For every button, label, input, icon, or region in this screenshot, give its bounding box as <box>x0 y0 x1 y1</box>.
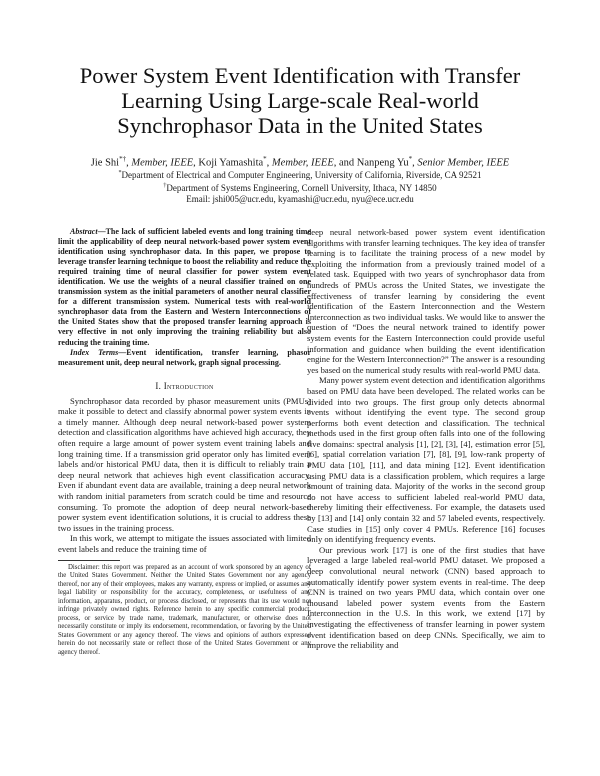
abstract-text: The lack of sufficient labeled events and long training time limit the applicability of deep neural network-based power system event identification using synchrophasor data. In this paper, we propose to leverage transfer learning technique to boost the reliability and reduce the required training time of neural classifier for power system event identification. We use the weights of a neural classifier trained on one transmission system as the initial parameters of another neural classifier for a different transmission system. Numerical tests with real-world synchrophasor data from the Eastern and Western Interconnections of the United States show that the proposed transfer learning approach is very effective in not only improving the training reliability but also reducing the training time. <box>58 227 311 347</box>
affiliation-2-mark: † <box>163 183 167 189</box>
footnote-rule <box>58 560 120 561</box>
section-title: Introduction <box>163 380 214 391</box>
affiliation-2 <box>30 181 570 194</box>
disclaimer-footnote: Disclaimer: this report was prepared as an account of work sponsored by an agency of the United States Government. Neither the United States Government nor any agency thereof, nor any of their employees, makes any warranty, express or implied, or assumes any legal liability or responsibility for the accuracy, completeness, or usefulness of any information, apparatus, product, or process disclosed, or represents that its use would not infringe privately owned rights. Reference herein to any specific commercial product, process, or service by trade name, trademark, manufacturer, or otherwise does not necessarily constitute or imply its endorsement, recommendation, or favoring by the United States Government or any agency thereof. The views and opinions of authors expressed herein do not necessarily state or reflect those of the United States Government or any agency thereof. <box>58 563 311 657</box>
author-3-mark: * <box>408 155 413 163</box>
author-2-mark: * <box>263 155 267 163</box>
index-terms <box>58 348 311 368</box>
author-separator: , <box>412 157 418 169</box>
author-emails: Email: jshi005@ucr.edu, kyamashi@ucr.edu, nyu@ece.ucr.edu <box>186 194 414 204</box>
affiliation-1-mark: * <box>118 170 122 176</box>
author-separator: , <box>193 157 199 169</box>
left-column <box>58 227 311 658</box>
author-separator: , <box>126 157 132 169</box>
intro-paragraph-1: Synchrophasor data recorded by phasor measurement units (PMUs) make it possible to detect and classify abnormal power system events in a timely manner. Although deep neural network-based power system detection and classification algorithms have achieved high accuracy, they often require a large amount of power system event training labels and long training time. If a transmission grid operator only has limited event labels and/or historical PMU data, then it is difficult to reliably train a deep neural network that achieves high event classification accuracy. Even if abundant event data are available, training a deep neural network with random initial parameters from scratch could be time and resource consuming. To promote the adoption of deep neural network-based power system event identification solutions, it is crucial to address these two issues in the training process. <box>58 395 311 533</box>
section-heading <box>58 381 311 392</box>
previous-work-paragraph: Our previous work [17] is one of the first studies that have leveraged a large labeled real-world PMU dataset. We proposed a deep convolutional neural network (CNN) based approach to automatically identify power system events in real-time. The deep CNN is trained on two years PMU data, which contain over one thousand labeled power system events from the Eastern Interconnection in the U.S. In this work, we extend [17] by investigating the effectiveness of transfer learning in power system event identification based on deep CNNs. Specifically, we aim to improve the reliability and <box>307 544 545 651</box>
related-work-paragraph: Many power system event detection and identification algorithms based on PMU data have been developed. The related works can be divided into two groups. The first group only detects abnormal events without identifying the event type. The second group performs both event detection and classification. The technical methods used in the first group often falls into one of the following five domains: spectral analysis [1], [2], [3], [4], estimation error [5], [6], spatial correlation variation [7], [8], [9], low-rank property of PMU data [10], [11], and data mining [12]. Event identification using PMU data is a classification problem, which requires a large amount of training data. Majority of the works in the second group do not have access to sufficient labeled real-world PMU data, thereby limiting their effectiveness. For example, the datasets used by [13] and [14] only contain 32 and 57 labeled events, respectively. Case studies in [15] only cover 4 PMUs. Reference [16] focuses only on identifying frequency events. <box>307 375 545 545</box>
paper-title <box>40 63 560 138</box>
author-1-mark: *† <box>119 155 127 163</box>
author-2-role: Member, IEEE <box>271 157 334 169</box>
abstract-lead: Abstract <box>70 227 98 236</box>
intro-paragraph-2: In this work, we attempt to mitigate the issues associated with limited event labels and reduce the training time of <box>58 533 311 554</box>
author-separator: , and <box>333 157 357 169</box>
author-2-name: Koji Yamashita <box>198 157 264 169</box>
author-1-role: Member, IEEE <box>131 157 194 169</box>
index-terms-lead: Index Terms <box>70 347 119 357</box>
author-separator: , <box>266 157 272 169</box>
author-3-role: Senior Member, IEEE <box>417 157 510 169</box>
title-line-1: Power System Event Identification with Transfer <box>79 63 521 88</box>
author-3-name: Nanpeng Yu <box>356 157 409 169</box>
body-paragraph-continued: deep neural network-based power system event identification algorithms with transfer learning techniques. The key idea of transfer learning is to facilitate the training process of a new model by exploiting the information from a previously trained model of a related task. Equipped with two years of synchrophasor data from hundreds of PMUs across the United States, we investigate the effectiveness of transfer learning by considering the event identification of the Eastern Interconnection and the Western Interconnection as two individual tasks. We would like to answer the question of “Does the neural network trained to identify power system events for the Eastern Interconnection could provide useful information and guidance when building the event identification engine for the Western Interconnection?” The answer is a resounding yes based on the numerical study results with real-world PMU data. <box>307 227 545 375</box>
affiliation-1 <box>30 168 570 181</box>
abstract <box>58 227 311 348</box>
index-terms-dash: — <box>118 347 127 357</box>
right-column <box>307 227 545 651</box>
affiliation-1-text: Department of Electrical and Computer Engineering, University of California, Riverside, CA 92521 <box>121 170 482 180</box>
index-terms-text: Event identification, transfer learning, phasor measurement unit, deep neural network, graph signal processing. <box>58 347 311 367</box>
section-numeral: I. <box>155 380 162 391</box>
abstract-dash: — <box>97 227 106 236</box>
title-line-2: Learning Using Large-scale Real-world <box>121 88 479 113</box>
author-1-name: Jie Shi <box>90 157 120 169</box>
affiliation-2-text: Department of Systems Engineering, Cornell University, Ithaca, NY 14850 <box>166 183 437 193</box>
title-line-3: Synchrophasor Data in the United States <box>117 113 483 138</box>
